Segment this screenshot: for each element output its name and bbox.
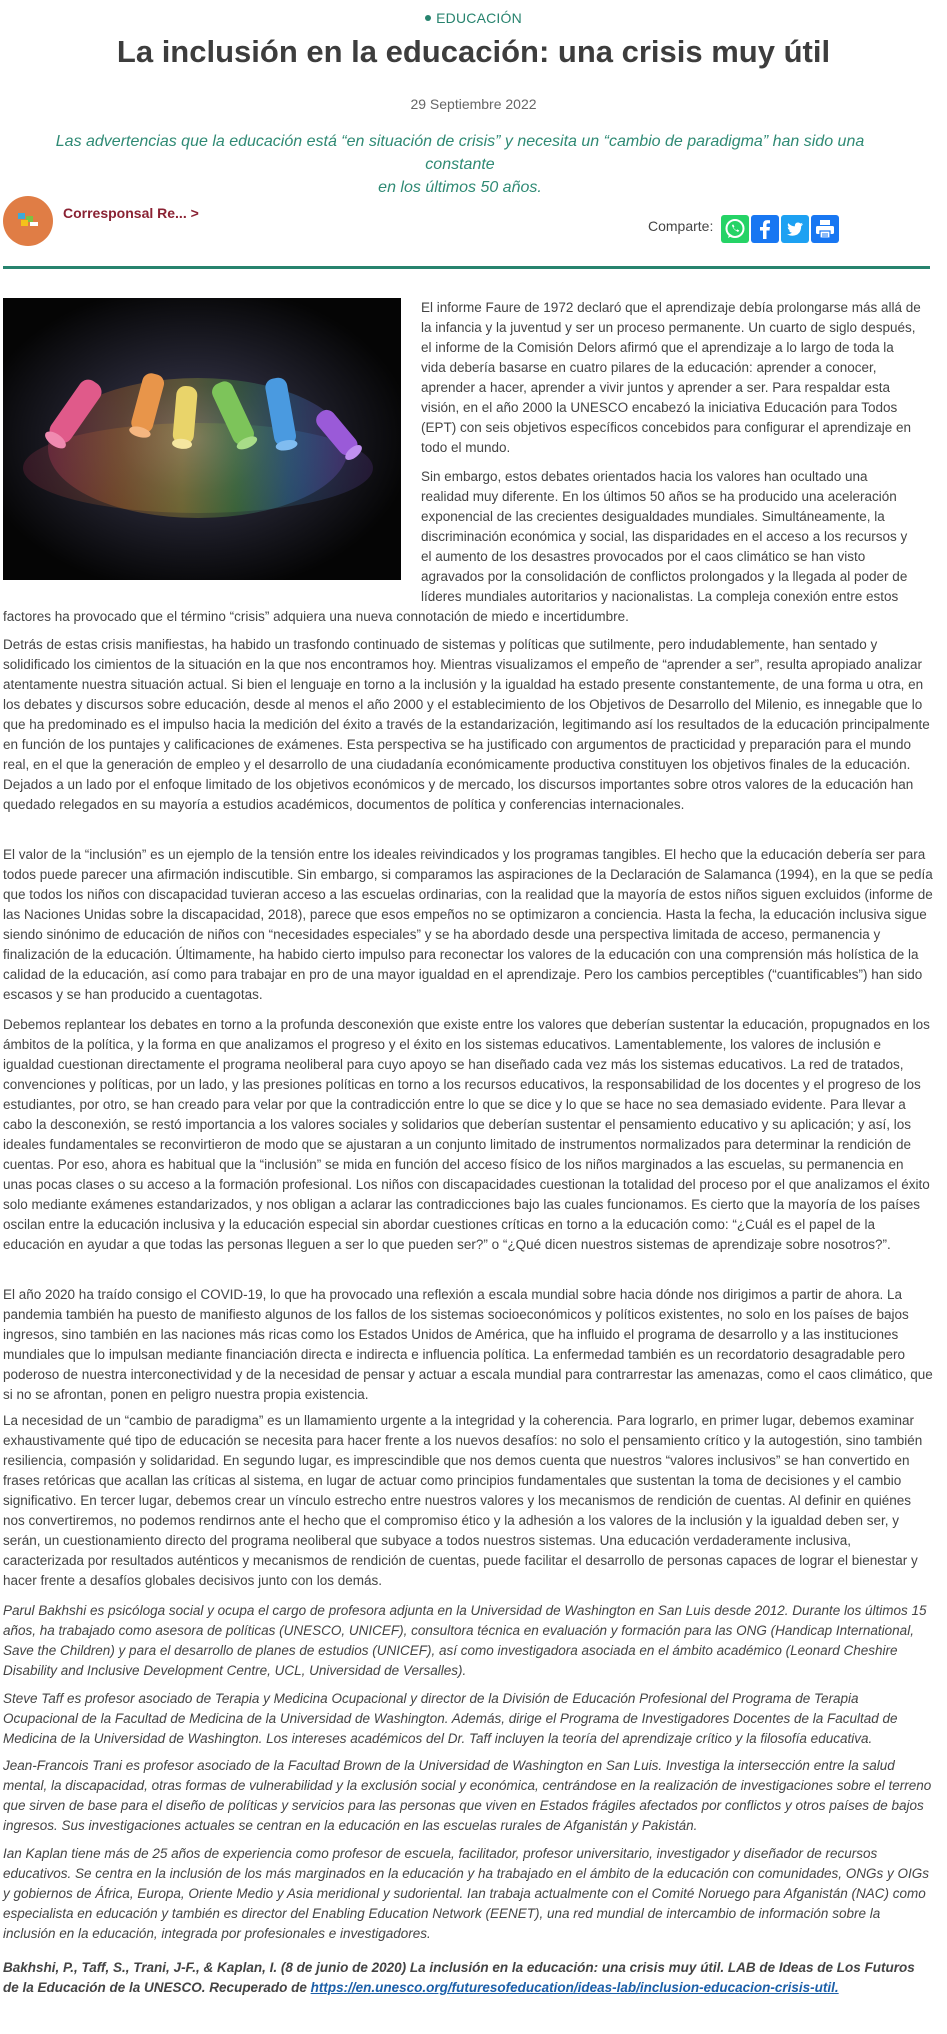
text-line: (EPT) con seis objetivos específicos concebidos para configurar el aprendizaje en xyxy=(421,420,912,435)
citation-reference xyxy=(3,1958,933,1998)
text-line: aprender a hacer, aprender a vivir juntos y aprender a ser. Para respaldar esta xyxy=(421,380,891,395)
category-label[interactable] xyxy=(0,10,947,26)
paragraph-5: Debemos replantear los debates en torno a la profunda desconexión que existe entre los valores que deberían sustentar la educación, propugnados en los ámbitos de la política, y la forma en que analizamos el progreso y el éxito en los sistemas educativos. Lamentablemente, los valores de inclusión e igualdad cuestionan directamente el programa neoliberal para cuyo apoyo se han diseñado cada vez más los sistemas educativos. La red de tratados, convenciones y políticas, por un lado, y las presiones políticas en torno a los recursos educativos, la responsabilidad de los docentes y el progreso de los estudiantes, por otro, se han creado para velar por que la contradicción entre lo que se dice y lo que se hace no sea demasiado evidente. Para llevar a cabo la desconexión, se restó importancia a los valores sociales y solidarios que deberían sustentar el pensamiento educativo y su aplicación; y así, los ideales fundamentales se reconvirtieron de modo que se ajustaran a un conjunto limitado de instrumentos normalizados para determinar la rendición de cuentas. Por eso, ahora es habitual que la “inclusión” se mida en función del acceso físico de los niños marginados a las escuelas, su permanencia en unas pocas clases o su acceso a la formación profesional. Los niños con discapacidades cuestionan la totalidad del proceso por el que analizamos el éxito solo mediante exámenes estandarizados, y nos obligan a aclarar las contradicciones bajo las cuales funcionamos. Es cierto que la mayoría de los países oscilan entre la educación inclusiva y la educación especial sin abordar cuestiones críticas en torno a la educación como: “¿Cuál es el papel de la educación en ayudar a que todas las personas lleguen a ser lo que pueden ser?” o “¿Qué dicen nuestros sistemas de aprendizaje sobre nosotros?”. xyxy=(3,1017,930,1252)
citation-text: Bakhshi, P., Taff, S., Trani, J-F., & Kaplan, I. (8 de junio de 2020) La inclusión en la educación: una crisis muy útil. LAB de Ideas de Los Futuros de la Educación de la UNESCO. Recuperado de xyxy=(3,1960,915,1995)
bullet-dot-icon xyxy=(425,15,431,21)
text-line: la infancia y la juventud y ser un proceso permanente. Un cuarto de siglo después, xyxy=(421,320,916,335)
text-line: vida debería basarse en cuatro pilares de la educación: aprender a conocer, xyxy=(421,360,877,375)
author-bio-kaplan: Ian Kaplan tiene más de 25 años de experiencia como profesor de escuela, facilitador, profesor universitario, investigador y diseñador de recursos educativos. Se centra en la inclusión de los más marginados en la educación y ha trabajado en el ámbito de la educación con comunidades, ONGs y OIGs y gobiernos de África, Europa, Oriente Medio y Asia meridional y sudoriental. Ian trabaja actualmente con el Comité Noruego para Afganistán (NAC) como especialista en educación y también es director del Enabling Education Network (EENET), una red mundial de intercambio de información sobre la inclusión en la educación, integrada por profesionales e investigadores. xyxy=(3,1846,930,1941)
print-button[interactable] xyxy=(811,215,839,243)
text-line: discriminación económica y social, las disparidades en el acceso a los recursos y xyxy=(421,529,908,544)
publish-date: 29 Septiembre 2022 xyxy=(410,96,537,112)
share-label: Comparte: xyxy=(648,218,714,234)
paragraph-3: Detrás de estas crisis manifiestas, ha habido un trasfondo continuado de sistemas y políticas que sutilmente, pero indudablemente, han sentado y solidificado los cimientos de la situación en la que nos encontramos hoy. Mientras visualizamos el empeño de “aprender a ser”, resulta apropiado analizar atentamente nuestra situación actual. Si bien el lenguaje en torno a la inclusión y la igualdad ha estado presente constantemente, de una forma u otra, en los debates y discursos sobre educación, desde al menos el año 2000 y el establecimiento de los Objetivos de Desarrollo del Milenio, es innegable que lo que ha predominado es el impulso hacia la medición del éxito a través de la estandarización, legitimando así los resultados de la educación principalmente en función de los puntajes y calificaciones de exámenes. Esta perspectiva se ha justificado con argumentos de practicidad y preparación para el mundo real, en el que la generación de empleo y el desarrollo de una ciudadanía económicamente productiva constituyen los objetivos finales de la educación. Dejados a un lado por el enfoque limitado de los objetivos económicos y de mercado, los discursos importantes sobre otros valores de la educación han quedado relegados en su mayoría a estudios académicos, documentos de política y conferencias internacionales. xyxy=(3,637,930,812)
paragraph-2 xyxy=(421,467,931,607)
avatar-logo-icon xyxy=(16,211,40,229)
article-title: La inclusión en la educación: una crisis muy útil xyxy=(116,34,831,69)
text-line: realidad muy diferente. En los últimos 50 años se ha producido una aceleración xyxy=(421,489,897,504)
paragraph-4: El valor de la “inclusión” es un ejemplo de la tensión entre los ideales reivindicados y los programas tangibles. El hecho que la educación debería ser para todos puede parecer una afirmación indiscutible. Sin embargo, si comparamos las aspiraciones de la Declaración de Salamanca (1994), en la que se pedía que todos los niños con discapacidad tuvieran acceso a las escuelas ordinarias, con la realidad que la mayoría de estos niños siguen excluidos (informe de las Naciones Unidas sobre la discapacidad, 2018), parece que esos empeños no se optimizaron a conciencia. Hasta la fecha, la educación inclusiva sigue siendo sinónimo de educación de niños con “necesidades especiales” y se ha abordado desde una perspectiva limitada de acceso, permanencia y finalización de la educación. Últimamente, ha habido cierto impulso para reconectar los valores de la educación con una comprensión más holística de la calidad de la educación, así como para trabajar en pro de una mayor igualdad en el aprendizaje. Pero los cambios perceptibles (“cuantificables”) han sido escasos y se han producido a cuentagotas. xyxy=(3,847,933,1002)
header-divider xyxy=(3,266,930,269)
text-line: visión, en el año 2000 la UNESCO encabezó la iniciativa Educación para Todos xyxy=(421,400,898,415)
text-line: El informe Faure de 1972 declaró que el aprendizaje debía prolongarse más allá de xyxy=(421,300,921,315)
colored-chalk-photo xyxy=(3,298,401,580)
lead-line-1: Las advertencias que la educación está “en situación de crisis” y necesita un “cambio de paradigma” han sido una constante xyxy=(55,133,865,173)
author-bio-bakhshi: Parul Bakhshi es psicóloga social y ocupa el cargo de profesora adjunta en la Universidad de Washington en San Luis desde 2012. Durante los últimos 15 años, ha trabajado como asesora de políticas (UNESCO, UNICEF), consultora técnica en evaluación y formación para las ONG (Handicap International, Save the Children) y para el desarrollo de planes de estudios (UNICEF), así como investigadora asociada en el ámbito académico (Leonard Cheshire Disability and Inclusive Development Centre, UCL, Universidad de Versalles). xyxy=(3,1603,927,1678)
text-line: agravados por la consolidación de conflictos prolongados y la llegada al poder de xyxy=(421,569,908,584)
text-line: el informe de la Comisión Delors afirmó que el aprendizaje a lo largo de toda la xyxy=(421,340,894,355)
text-line: líderes mundiales autoritarios y nacionalistas. La compleja conexión entre estos xyxy=(421,589,899,604)
author-bar xyxy=(3,196,933,246)
author-bio-trani: Jean-Francois Trani es profesor asociado de la Facultad Brown de la Universidad de Washington en San Luis. Investiga la intersección entre la salud mental, la discapacidad, otras formas de vulnerabilidad y la exclusión social y económica, centrándose en la realización de investigaciones sobre el terreno que sirven de base para el diseño de políticas y servicios para las personas que viven en Estados frágiles afectados por conflictos y otros países de bajos ingresos. Sus investigaciones actuales se centran en la educación en las escuelas rurales de Afganistán y Pakistán. xyxy=(3,1758,932,1833)
paragraph-6: El año 2020 ha traído consigo el COVID-19, lo que ha provocado una reflexión a escala mundial sobre hacia dónde nos dirigimos a partir de ahora. La pandemia también ha puesto de manifiesto algunos de los fallos de los sistemas socioeconómicos y políticos existentes, no solo en los países de bajos ingresos, sino también en las naciones más ricas como los Estados Unidos de América, que ha influido el programa de desarrollo y a las instituciones mundiales que lo impulsan mediante financiación directa e indirecta e influencia política. La enfermedad también es un recordatorio desagradable pero poderoso de nuestra interconectividad y de la necesidad de pensar y actuar a escala mundial para contrarrestar las amenazas, como el caos climático, que si no se afrontan, ponen en peligro nuestra propia existencia. xyxy=(3,1287,933,1402)
facebook-share-button[interactable] xyxy=(751,215,779,243)
author-bio-taff: Steve Taff es profesor asociado de Terapia y Medicina Ocupacional y director de la División de Educación Profesional del Programa de Terapia Ocupacional de la Facultad de Medicina de la Universidad de Washington. Además, dirige el Programa de Investigadores Docentes de la Facultad de Medicina de la Universidad de Washington. Los intereses académicos del Dr. Taff incluyen la teoría del aprendizaje crítico y la filosofía educativa. xyxy=(3,1691,898,1746)
twitter-icon xyxy=(781,215,809,243)
article-lead xyxy=(20,130,900,199)
paragraph-7: La necesidad de un “cambio de paradigma” es un llamamiento urgente a la integridad y la coherencia. Para lograrlo, en primer lugar, debemos examinar exhaustivamente qué tipo de educación se necesita para hacer frente a los nuevos desafíos: no solo el pensamiento crítico y la autogestión, sino también resiliencia, compasión y solidaridad. En segundo lugar, es imprescindible que nos demos cuenta que nuestros “valores inclusivos” se han convertido en frases retóricas que acallan las críticas al sistema, en lugar de actuar como principios fundamentales que sustentan la toma de decisiones y el cambio significativo. En tercer lugar, debemos crear un vínculo estrecho entre nuestros valores y los mecanismos de rendición de cuentas. Al definir en quiénes nos convertiremos, no podemos rendirnos ante el hecho que el compromiso ético y la adhesión a los valores de la inclusión y la igualdad deben ser, y serán, un cuestionamiento directo del programa neoliberal que subyace a todos nuestros sistemas. Una educación verdaderamente inclusiva, caracterizada por resultados auténticos y mecanismos de rendición de cuentas, puede facilitar el desarrollo de personas capaces de lograr el bienestar y hacer frente a desafíos globales decisivos junto con los demás. xyxy=(3,1413,923,1588)
whatsapp-icon xyxy=(721,215,749,243)
text-line: el aumento de los desastres provocados por el caos climático se han visto xyxy=(421,549,866,564)
citation-link[interactable]: https://en.unesco.org/futuresofeducation/ideas-lab/inclusion-educacion-crisis-util. xyxy=(310,1980,839,1995)
author-name-link[interactable]: Corresponsal Re... > xyxy=(63,205,199,221)
text-line: todo el mundo. xyxy=(421,440,511,455)
paragraph-1 xyxy=(421,298,931,458)
facebook-icon xyxy=(751,215,779,243)
text-line: Sin embargo, estos debates orientados hacia los valores han ocultado una xyxy=(421,469,868,484)
print-icon xyxy=(811,215,839,243)
paragraph-2-tail: factores ha provocado que el término “crisis” adquiera una nueva connotación de miedo e incertidumbre. xyxy=(3,609,629,624)
author-avatar[interactable] xyxy=(3,196,53,246)
category-text[interactable]: EDUCACIÓN xyxy=(436,10,522,26)
twitter-share-button[interactable] xyxy=(781,215,809,243)
text-line: exponencial de las crecientes desigualdades mundiales. Simultáneamente, la xyxy=(421,509,885,524)
lead-line-2: en los últimos 50 años. xyxy=(378,179,542,196)
whatsapp-share-button[interactable] xyxy=(721,215,749,243)
